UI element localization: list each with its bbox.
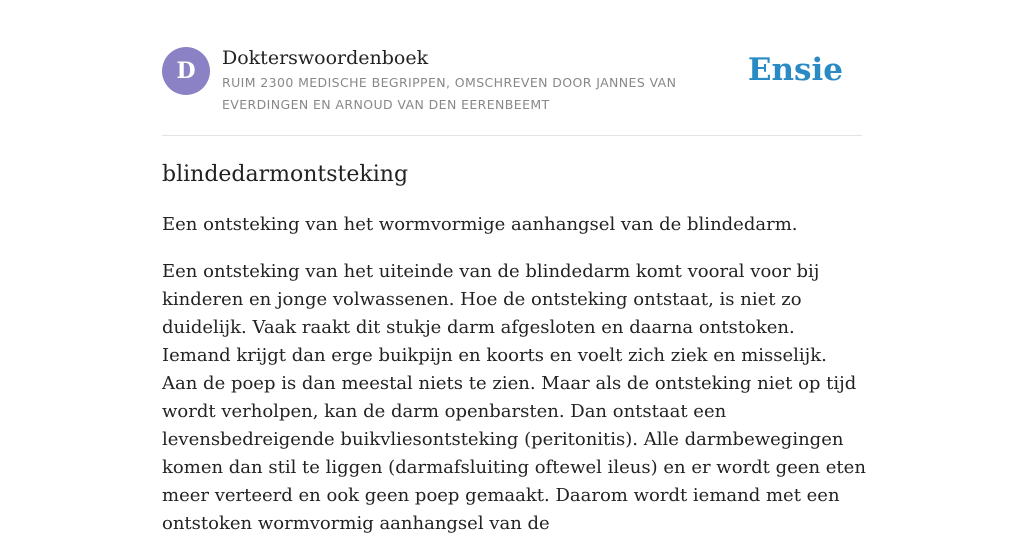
source-header	[162, 46, 862, 136]
source-title[interactable]: Dokterswoordenboek	[222, 47, 429, 69]
entry-definition: Een ontsteking van het wormvormige aanhangsel van de blindedarm.	[162, 214, 798, 235]
header-divider	[162, 135, 862, 136]
entry-body: Een ontsteking van het uiteinde van de blindedarm komt vooral voor bij kinderen en jonge volwassenen. Hoe de ontsteking ontstaat, is niet zo duidelijk. Vaak raakt dit stukje darm afgesloten en daarna ontstoken. Iemand krijgt dan erge buikpijn en koorts en voelt zich ziek en misselijk. Aan de poep is dan meestal niets te zien. Maar als de ontsteking niet op tijd wordt verholpen, kan de darm openbarsten. Dan ontstaat een levensbedreigende buikvliesontsteking (peritonitis). Alle darmbewegingen komen dan stil te liggen (darmafsluiting oftewel ileus) en er wordt geen eten meer verteerd en ook geen poep gemaakt. Daarom wordt iemand met een ontstoken wormvormig aanhangsel van de	[162, 261, 866, 534]
entry-headword: blindedarmontsteking	[162, 162, 409, 187]
source-subtitle: RUIM 2300 MEDISCHE BEGRIPPEN, OMSCHREVEN DOOR JANNES VAN EVERDINGEN EN ARNOUD VAN DEN EERENBEEMT	[222, 75, 677, 112]
source-avatar[interactable]: D	[162, 47, 210, 95]
ensie-logo[interactable]: Ensie	[747, 52, 843, 88]
